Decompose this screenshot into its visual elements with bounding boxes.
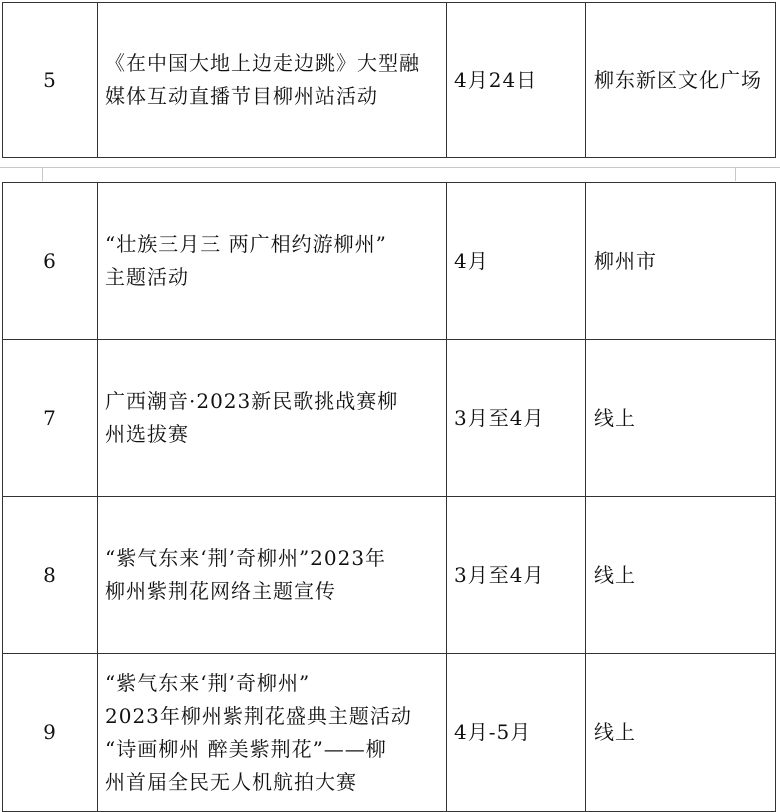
table-row xyxy=(3,654,776,812)
event-name-line: 州选拔赛 xyxy=(105,422,189,446)
event-name-line: 2023年柳州紫荆花盛典主题活动 xyxy=(105,703,412,728)
event-place: 线上 xyxy=(586,497,776,654)
event-name-line: 《在中国大地上边走边跳》大型融 xyxy=(105,51,420,75)
event-date: 3月至4月 xyxy=(447,340,586,497)
event-name-line: 广西潮音·2023新民歌挑战赛柳 xyxy=(105,389,399,413)
event-name-line: “紫气东来‘荆’奇柳州” xyxy=(105,670,311,695)
event-table-continued xyxy=(2,2,776,158)
event-date: 4月-5月 xyxy=(447,654,586,812)
event-name-line: 媒体互动直播节目柳州站活动 xyxy=(105,84,378,108)
event-name-line: “壮族三月三 两广相约游柳州” xyxy=(105,232,387,256)
event-date: 4月 xyxy=(447,183,586,340)
event-name-line: “诗画柳州 醉美紫荆花”——柳 xyxy=(105,736,387,761)
row-number: 7 xyxy=(3,340,98,497)
event-name xyxy=(98,340,447,497)
page-break-line xyxy=(0,167,780,168)
event-name-line: 柳州紫荆花网络主题宣传 xyxy=(105,579,336,603)
row-number: 5 xyxy=(3,3,98,158)
event-date: 3月至4月 xyxy=(447,497,586,654)
event-name xyxy=(98,654,447,812)
table-row xyxy=(3,340,776,497)
event-name-line: 州首届全民无人机航拍大赛 xyxy=(105,769,357,794)
event-name xyxy=(98,183,447,340)
row-number: 6 xyxy=(3,183,98,340)
table-row xyxy=(3,183,776,340)
event-place: 柳州市 xyxy=(586,183,776,340)
event-date: 4月24日 xyxy=(447,3,586,158)
event-place: 柳东新区文化广场 xyxy=(586,3,776,158)
margin-mark-left xyxy=(42,167,43,181)
margin-mark-right xyxy=(735,167,736,181)
event-name-line: 主题活动 xyxy=(105,265,189,289)
table-row xyxy=(3,497,776,654)
event-place: 线上 xyxy=(586,654,776,812)
row-number: 8 xyxy=(3,497,98,654)
event-name-line: “紫气东来‘荆’奇柳州”2023年 xyxy=(105,546,387,570)
row-number: 9 xyxy=(3,654,98,812)
event-name xyxy=(98,3,447,158)
table-row xyxy=(3,3,776,158)
page-break xyxy=(0,160,780,180)
event-table xyxy=(2,182,776,812)
event-place: 线上 xyxy=(586,340,776,497)
event-name xyxy=(98,497,447,654)
